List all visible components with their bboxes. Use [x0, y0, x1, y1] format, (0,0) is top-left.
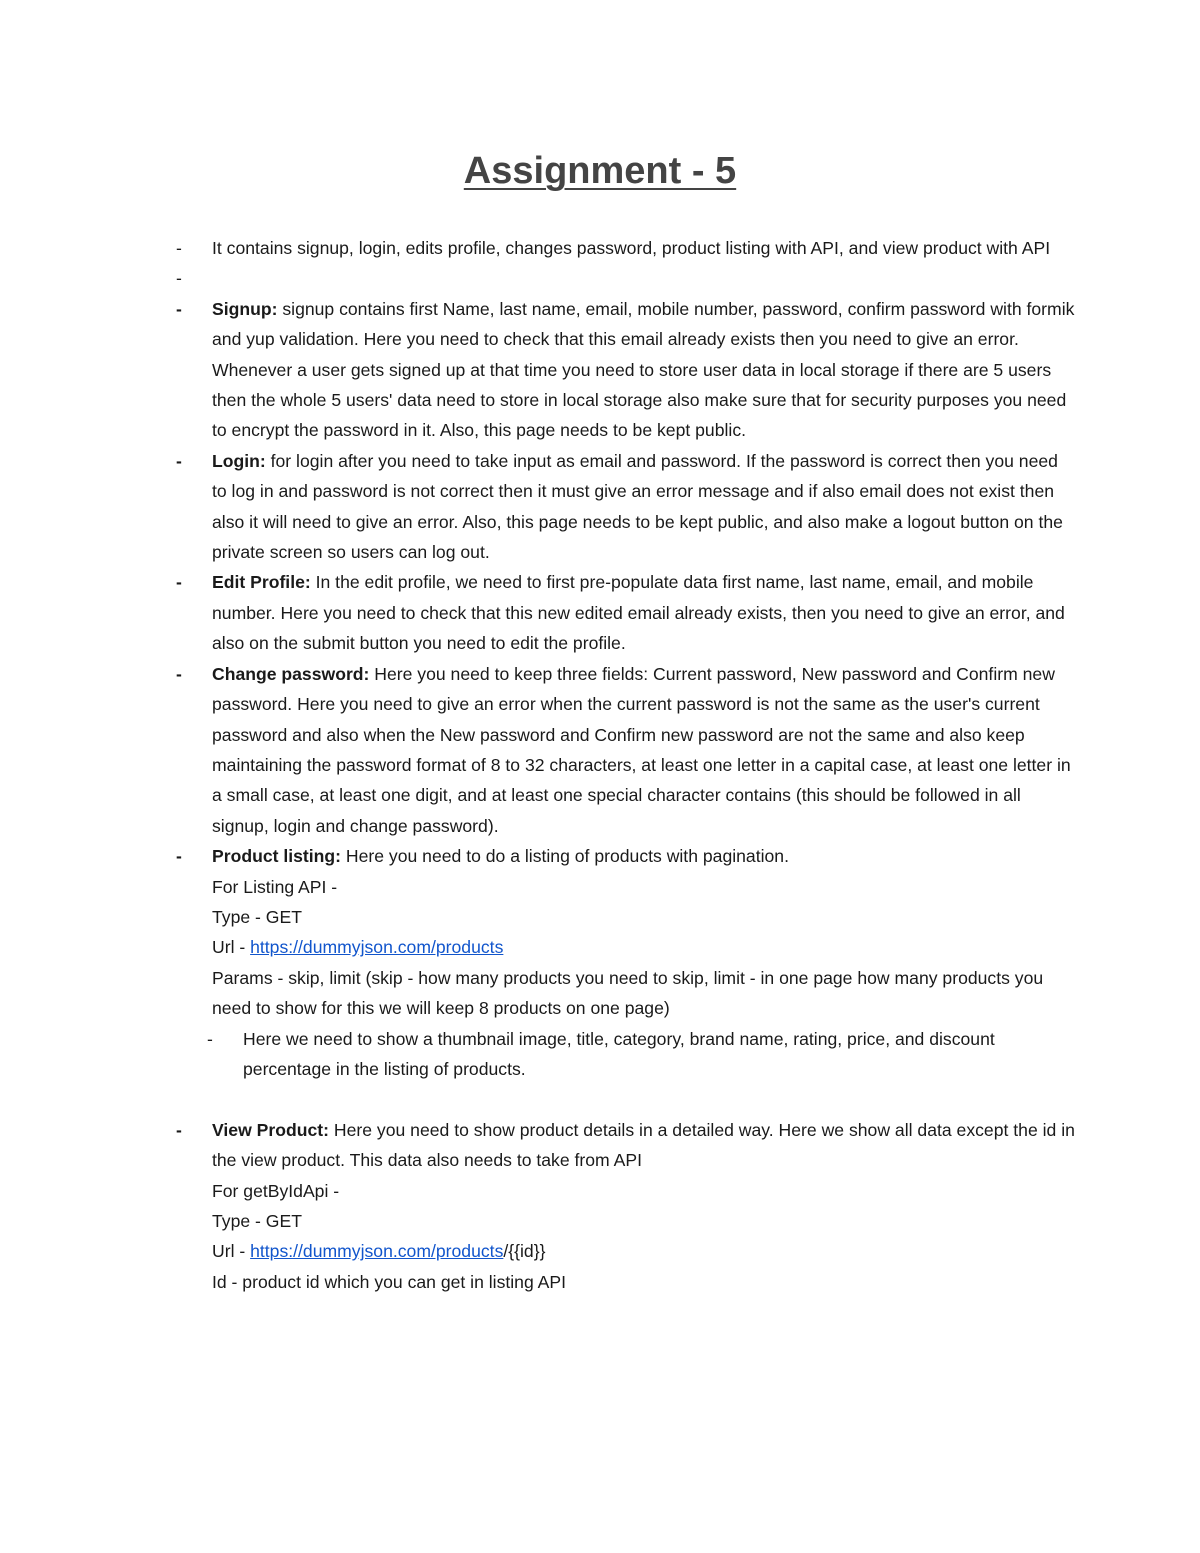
login-text: for login after you need to take input as email and password. If the password is correct then you need to log in and password is not correct then it must give an error message and if also email does not exist then also it will need to give an error. Also, this page needs to be kept public, and also make a logout button on the private screen so users can log out. — [212, 450, 1063, 563]
list-item-signup — [172, 294, 1077, 446]
intro-text: It contains signup, login, edits profile, changes password, product listing with API, and view product with API — [212, 238, 1051, 258]
bullet-dash: - — [176, 298, 182, 319]
getbyid-url-link[interactable]: https://dummyjson.com/products — [250, 1241, 504, 1262]
list-item-change-password — [172, 659, 1077, 841]
list-item-intro — [172, 233, 1077, 263]
list-item-login — [172, 446, 1077, 568]
list-item-empty — [172, 263, 1077, 293]
bullet-dash: - — [207, 1028, 213, 1049]
bullet-dash: - — [176, 572, 182, 593]
sub-list-item — [172, 1024, 1077, 1085]
bullet-dash: - — [176, 450, 182, 471]
listing-type-line: Type - GET — [212, 906, 302, 927]
blank-line — [172, 1084, 1077, 1114]
edit-profile-text: In the edit profile, we need to first pre-populate data first name, last name, email, and mobile number. Here you need to check that this new edited email already exists, then you need to give an error, and also on the submit button you need to edit the profile. — [212, 572, 1065, 654]
page-title: Assignment - 5 — [463, 150, 737, 192]
listing-url-prefix: Url - — [212, 937, 251, 958]
signup-label: Signup: — [212, 298, 278, 319]
bullet-dash: - — [176, 846, 182, 867]
product-listing-label: Product listing: — [212, 846, 342, 867]
list-item-edit-profile — [172, 567, 1077, 658]
listing-params-line: Params - skip, limit (skip - how many products you need to skip, limit - in one page how many products you need to show for this we will keep 8 products on one page) — [212, 967, 1044, 1019]
list-item-product-listing — [172, 841, 1077, 1084]
getbyid-type-line: Type - GET — [212, 1210, 302, 1231]
getbyid-api-line: For getByIdApi - — [212, 1180, 340, 1201]
product-listing-text: Here you need to do a listing of products with pagination. — [341, 846, 789, 867]
signup-text: signup contains first Name, last name, email, mobile number, password, confirm password with formik and yup validation. Here you need to check that this email already exists then you need to give an error. Whenever a user gets signed up at that time you need to store user data in local storage if there are 5 users then the whole 5 users' data need to store in local storage also make sure that for security purposes you need to encrypt the password in it. Also, this page needs to be kept public. — [212, 298, 1075, 441]
login-label: Login: — [212, 450, 266, 471]
bullet-dash: - — [176, 268, 182, 289]
view-product-text: Here you need to show product details in a detailed way. Here we show all data except the id in the view product. This data also needs to take from API — [212, 1119, 1075, 1171]
bullet-dash: - — [176, 238, 182, 258]
getbyid-id-line: Id - product id which you can get in listing API — [212, 1271, 567, 1292]
getbyid-url-suffix: /{{id}} — [503, 1241, 546, 1262]
bullet-dash: - — [176, 1119, 182, 1140]
listing-sub-item-text: Here we need to show a thumbnail image, title, category, brand name, rating, price, and discount percentage in the listing of products. — [243, 1028, 995, 1079]
change-password-label: Change password: — [212, 663, 370, 684]
edit-profile-label: Edit Profile: — [212, 572, 311, 593]
listing-api-line: For Listing API - — [212, 876, 338, 897]
list-item-view-product — [172, 1115, 1077, 1297]
change-password-text: Here you need to keep three fields: Current password, New password and Confirm new password. Here you need to give an error when the current password is not the same as the user's current password and also when the New password and Confirm new password are not the same and also keep maintaining the password format of 8 to 32 characters, at least one letter in a capital case, at least one letter in a small case, at least one digit, and at least one special character contains (this should be followed in all signup, login and change password). — [212, 663, 1071, 836]
document-body — [172, 233, 1077, 1297]
getbyid-url-prefix: Url - — [212, 1241, 251, 1262]
listing-url-link[interactable]: https://dummyjson.com/products — [250, 937, 504, 958]
bullet-dash: - — [176, 663, 182, 684]
view-product-label: View Product: — [212, 1119, 329, 1140]
